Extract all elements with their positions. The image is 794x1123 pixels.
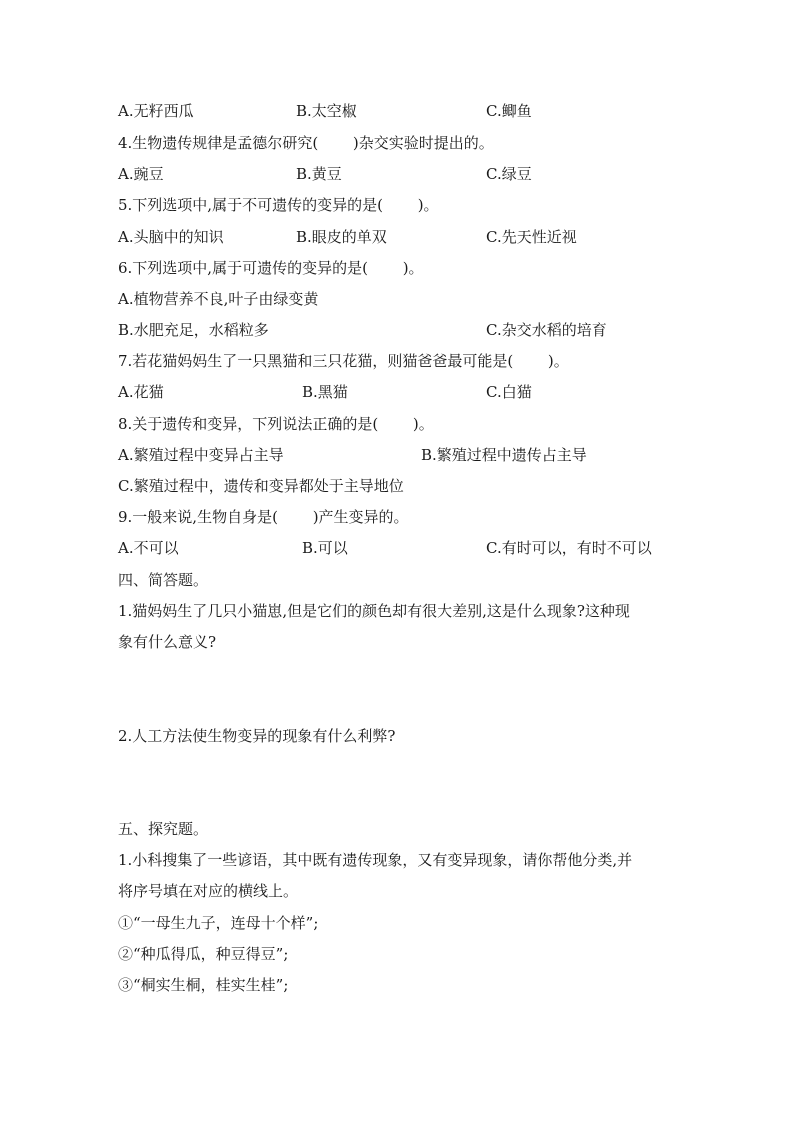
q9-option-c: C.有时可以，有时不可以 <box>486 539 652 557</box>
proverb-1: ①“一母生九子，连母十个样”; <box>118 914 319 932</box>
q3-option-c: C.鲫鱼 <box>486 102 532 120</box>
q7-stem: 7.若花猫妈妈生了一只黑猫和三只花猫，则猫爸爸最可能是( )。 <box>118 352 569 370</box>
q4-stem: 4.生物遗传规律是孟德尔研究( )杂交实验时提出的。 <box>118 134 494 152</box>
q7-option-a: A.花猫 <box>118 383 164 401</box>
q7-option-c: C.白猫 <box>486 383 532 401</box>
q8-option-b: B.繁殖过程中遗传占主导 <box>421 446 587 464</box>
q6-option-b: B.水肥充足，水稻粒多 <box>118 321 269 339</box>
section4-q1-line2: 象有什么意义? <box>118 633 217 651</box>
q6-option-a: A.植物营养不良,叶子由绿变黄 <box>118 290 319 308</box>
q7-option-b: B.黑猫 <box>302 383 348 401</box>
section4-q2: 2.人工方法使生物变异的现象有什么利弊? <box>118 727 396 745</box>
q4-option-a: A.豌豆 <box>118 165 164 183</box>
q5-option-c: C.先天性近视 <box>486 228 577 246</box>
q8-stem: 8.关于遗传和变异，下列说法正确的是( )。 <box>118 415 434 433</box>
q9-option-b: B.可以 <box>302 539 348 557</box>
q9-option-a: A.不可以 <box>118 539 179 557</box>
q5-stem: 5.下列选项中,属于不可遗传的变异的是( )。 <box>118 196 439 214</box>
q6-stem: 6.下列选项中,属于可遗传的变异的是( )。 <box>118 259 424 277</box>
q5-option-b: B.眼皮的单双 <box>296 228 387 246</box>
q8-option-a: A.繁殖过程中变异占主导 <box>118 446 284 464</box>
q3-option-b: B.太空椒 <box>296 102 357 120</box>
section5-q1-line1: 1.小科搜集了一些谚语，其中既有遗传现象，又有变异现象，请你帮他分类,并 <box>118 851 633 869</box>
q4-option-c: C.绿豆 <box>486 165 532 183</box>
section4-q1-line1: 1.猫妈妈生了几只小猫崽,但是它们的颜色却有很大差别,这是什么现象?这种现 <box>118 602 630 620</box>
q4-option-b: B.黄豆 <box>296 165 342 183</box>
q9-stem: 9.一般来说,生物自身是( )产生变异的。 <box>118 508 409 526</box>
section4-heading: 四、简答题。 <box>118 571 209 589</box>
q5-option-a: A.头脑中的知识 <box>118 228 224 246</box>
q6-option-c: C.杂交水稻的培育 <box>486 321 607 339</box>
proverb-2: ②“种瓜得瓜，种豆得豆”; <box>118 945 289 963</box>
q8-option-c: C.繁殖过程中，遗传和变异都处于主导地位 <box>118 477 404 495</box>
section5-heading: 五、探究题。 <box>118 820 209 838</box>
proverb-3: ③“桐实生桐，桂实生桂”; <box>118 976 289 994</box>
section5-q1-line2: 将序号填在对应的横线上。 <box>118 882 299 900</box>
q3-option-a: A.无籽西瓜 <box>118 102 194 120</box>
